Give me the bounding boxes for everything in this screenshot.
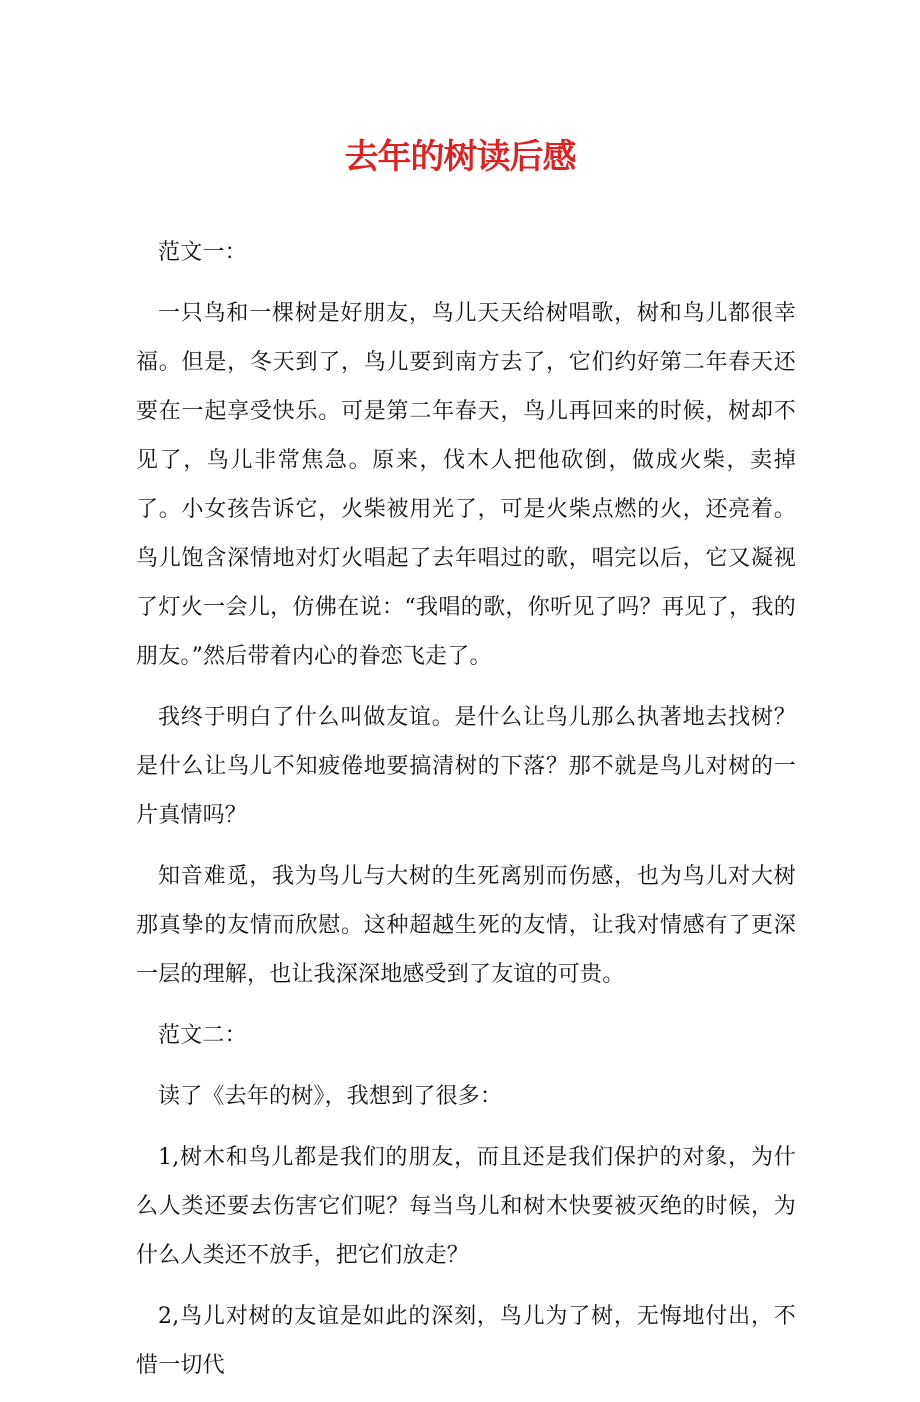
paragraph-friendship-reflection: 我终于明白了什么叫做友谊。是什么让鸟儿那么执著地去找树？是什么让鸟儿不知疲倦地要搞清树的下落？那不就是鸟儿对树的一片真情吗？ xyxy=(136,705,796,828)
paragraph-point-two: 2,鸟儿对树的友谊是如此的深刻，鸟儿为了树，无悔地付出，不惜一切代 xyxy=(136,1304,796,1378)
paragraph-sample-one-heading: 范文一： xyxy=(158,240,247,265)
paragraph-sample-two-heading: 范文二： xyxy=(158,1023,247,1048)
document-body xyxy=(136,228,796,1402)
paragraph-story-summary: 一只鸟和一棵树是好朋友，鸟儿天天给树唱歌，树和鸟儿都很幸福。但是，冬天到了，鸟儿要到南方去了，它们约好第二年春天还要在一起享受快乐。可是第二年春天，鸟儿再回来的时候，树却不见了，鸟儿非常焦急。原来，伐木人把他砍倒，做成火柴，卖掉了。小女孩告诉它，火柴被用光了，可是火柴点燃的火，还亮着。鸟儿饱含深情地对灯火唱起了去年唱过的歌，唱完以后，它又凝视了灯火一会儿，仿佛在说：“我唱的歌，你听见了吗？再见了，我的朋友。”然后带着内心的眷恋飞走了。 xyxy=(136,301,796,669)
paragraph-point-one: 1,树木和鸟儿都是我们的朋友，而且还是我们保护的对象，为什么人类还要去伤害它们呢？每当鸟儿和树木快要被灭绝的时候，为什么人类还不放手，把它们放走？ xyxy=(136,1145,796,1268)
paragraph-emotional-reflection: 知音难觅，我为鸟儿与大树的生死离别而伤感，也为鸟儿对大树那真挚的友情而欣慰。这种超越生死的友情，让我对情感有了更深一层的理解，也让我深深地感受到了友谊的可贵。 xyxy=(136,864,796,987)
paragraph-sample-two-intro: 读了《去年的树》，我想到了很多： xyxy=(158,1084,503,1109)
document-title: 去年的树读后感 xyxy=(344,137,576,177)
